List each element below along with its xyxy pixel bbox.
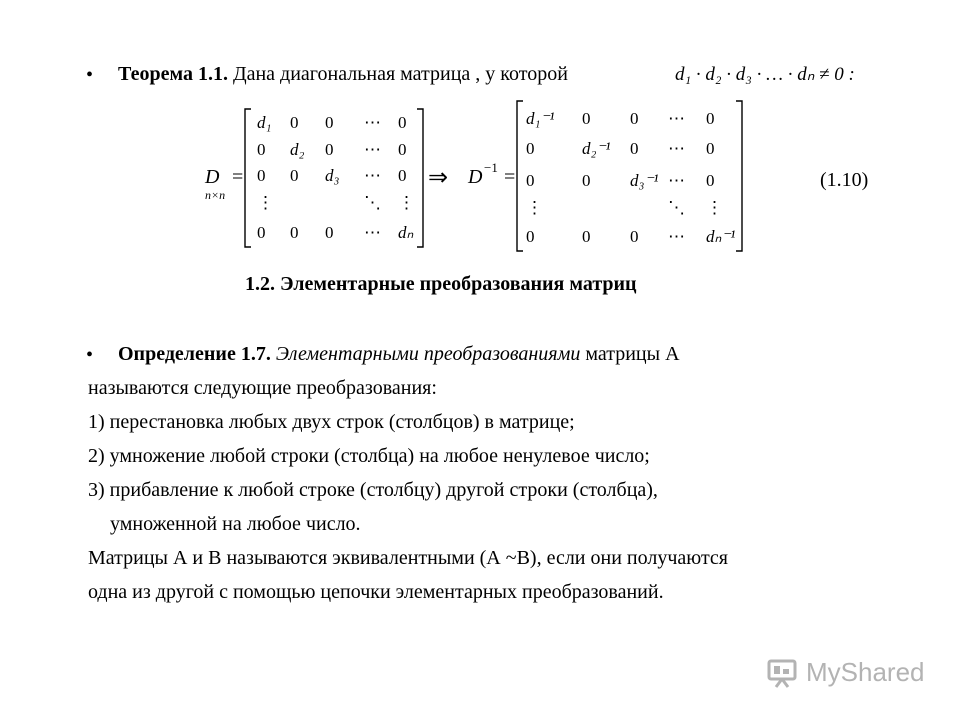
definition-rest: матрицы А xyxy=(580,343,680,365)
matrix-inverse-cell: 0 xyxy=(582,171,591,190)
matrix-d-cell: ⋯ xyxy=(364,223,381,242)
watermark xyxy=(766,655,925,689)
matrix-d-cell: 0 xyxy=(325,223,334,242)
matrix-d-cell: 0 xyxy=(290,166,299,185)
matrix-d-cell: ⋱ xyxy=(364,193,381,212)
matrix-inverse-cell: 0 xyxy=(630,109,639,128)
matrix-d-cell: 0 xyxy=(257,223,266,242)
matrix-d-cell: 0 xyxy=(398,140,407,159)
matrix-d-cell: 0 xyxy=(257,140,266,159)
theorem-text: Дана диагональная матрица , у которой xyxy=(232,63,568,85)
matrix-d-subscript: n×n xyxy=(205,188,226,202)
matrix-d-cell: dₙ xyxy=(398,223,414,242)
matrix-d-cell: 0 xyxy=(398,166,407,185)
matrix-inverse-cell: 0 xyxy=(526,139,535,158)
matrix-inverse-cell: ⋯ xyxy=(668,109,685,128)
matrix-inverse-cell: ⋯ xyxy=(668,171,685,190)
matrix-inverse-cell: 0 xyxy=(582,227,591,246)
matrix-inverse-cell: ⋱ xyxy=(668,198,685,217)
matrix-inverse-cell: ⋯ xyxy=(668,227,685,246)
matrix-d-cell: ⋯ xyxy=(364,166,381,185)
matrix-inverse-cell: 0 xyxy=(706,171,715,190)
matrix-inverse-cell: dₙ⁻¹ xyxy=(706,227,736,246)
definition-line-1: называются следующие преобразования: xyxy=(88,377,437,399)
implies-arrow: ⇒ xyxy=(428,165,449,191)
definition-term: Элементарными преобразованиями xyxy=(275,343,581,365)
matrix-inverse-cell: 0 xyxy=(706,109,715,128)
theorem-condition: d₁ · d₂ · d₃ · … · dₙ ≠ 0 : xyxy=(675,64,855,85)
matrix-d-right-bracket xyxy=(416,108,424,248)
definition-bullet: • xyxy=(86,344,94,366)
definition-label: Определение 1.7. xyxy=(118,343,271,365)
matrix-d-cell: 0 xyxy=(398,113,407,132)
matrix-d-cell: d₁ xyxy=(257,113,272,132)
matrix-inverse-cell: 0 xyxy=(526,227,535,246)
matrix-d-cell: ⋯ xyxy=(364,140,381,159)
matrix-d-left-bracket xyxy=(244,108,252,248)
matrix-d-cell: 0 xyxy=(325,113,334,132)
matrix-d-cell: ⋮ xyxy=(398,193,415,212)
theorem-label: Теорема 1.1. xyxy=(118,63,228,85)
section-heading: 1.2. Элементарные преобразования матриц xyxy=(245,273,637,295)
matrix-inverse-cell: d₁⁻¹ xyxy=(526,109,555,128)
definition-line-4: 3) прибавление к любой строке (столбцу) другой строки (столбца), xyxy=(88,479,658,501)
theorem-bullet: • xyxy=(86,64,94,86)
definition-line-3: 2) умножение любой строки (столбца) на любое ненулевое число; xyxy=(88,445,650,467)
equation-number: (1.10) xyxy=(820,169,869,191)
presentation-board-icon xyxy=(766,655,800,689)
matrix-inverse-cell: 0 xyxy=(630,227,639,246)
definition-line-7: одна из другой с помощью цепочки элементарных преобразований. xyxy=(88,581,664,603)
theorem-line xyxy=(118,64,568,84)
matrix-inverse-cell: 0 xyxy=(706,139,715,158)
matrix-d-cell: ⋮ xyxy=(257,193,274,212)
matrix-inverse-superscript: −1 xyxy=(484,160,498,175)
definition-line-6: Матрицы А и В называются эквивалентными (А ~В), если они получаются xyxy=(88,547,729,569)
matrix-inverse-cell: d₃⁻¹ xyxy=(630,171,659,190)
matrix-inverse-right-bracket xyxy=(735,100,743,252)
matrix-inverse-cell: 0 xyxy=(630,139,639,158)
equals-sign: = xyxy=(232,166,244,188)
definition-line-2: 1) перестановка любых двух строк (столбцов) в матрице; xyxy=(88,411,575,433)
matrix-d-label: D xyxy=(205,166,220,188)
matrix-d-cell: 0 xyxy=(290,223,299,242)
matrix-d-cell: ⋯ xyxy=(364,113,381,132)
matrix-inverse-cell: ⋯ xyxy=(668,139,685,158)
matrix-d-cell: 0 xyxy=(257,166,266,185)
matrix-d-cell: d₂ xyxy=(290,140,305,159)
equals-sign-2: = xyxy=(504,166,516,188)
definition-line-5: умноженной на любое число. xyxy=(110,513,361,535)
matrix-inverse-left-bracket xyxy=(516,100,524,252)
definition-line xyxy=(118,344,680,364)
matrix-inverse-cell: ⋮ xyxy=(706,198,723,217)
matrix-inverse-label: D xyxy=(468,166,483,188)
matrix-d-cell: 0 xyxy=(290,113,299,132)
watermark-text: MyShared xyxy=(806,656,925,687)
matrix-inverse-cell: d₂⁻¹ xyxy=(582,139,611,158)
matrix-inverse-cell: ⋮ xyxy=(526,198,543,217)
matrix-d-cell: 0 xyxy=(325,140,334,159)
matrix-d-cell: d₃ xyxy=(325,166,340,185)
matrix-inverse-cell: 0 xyxy=(582,109,591,128)
matrix-inverse-cell: 0 xyxy=(526,171,535,190)
